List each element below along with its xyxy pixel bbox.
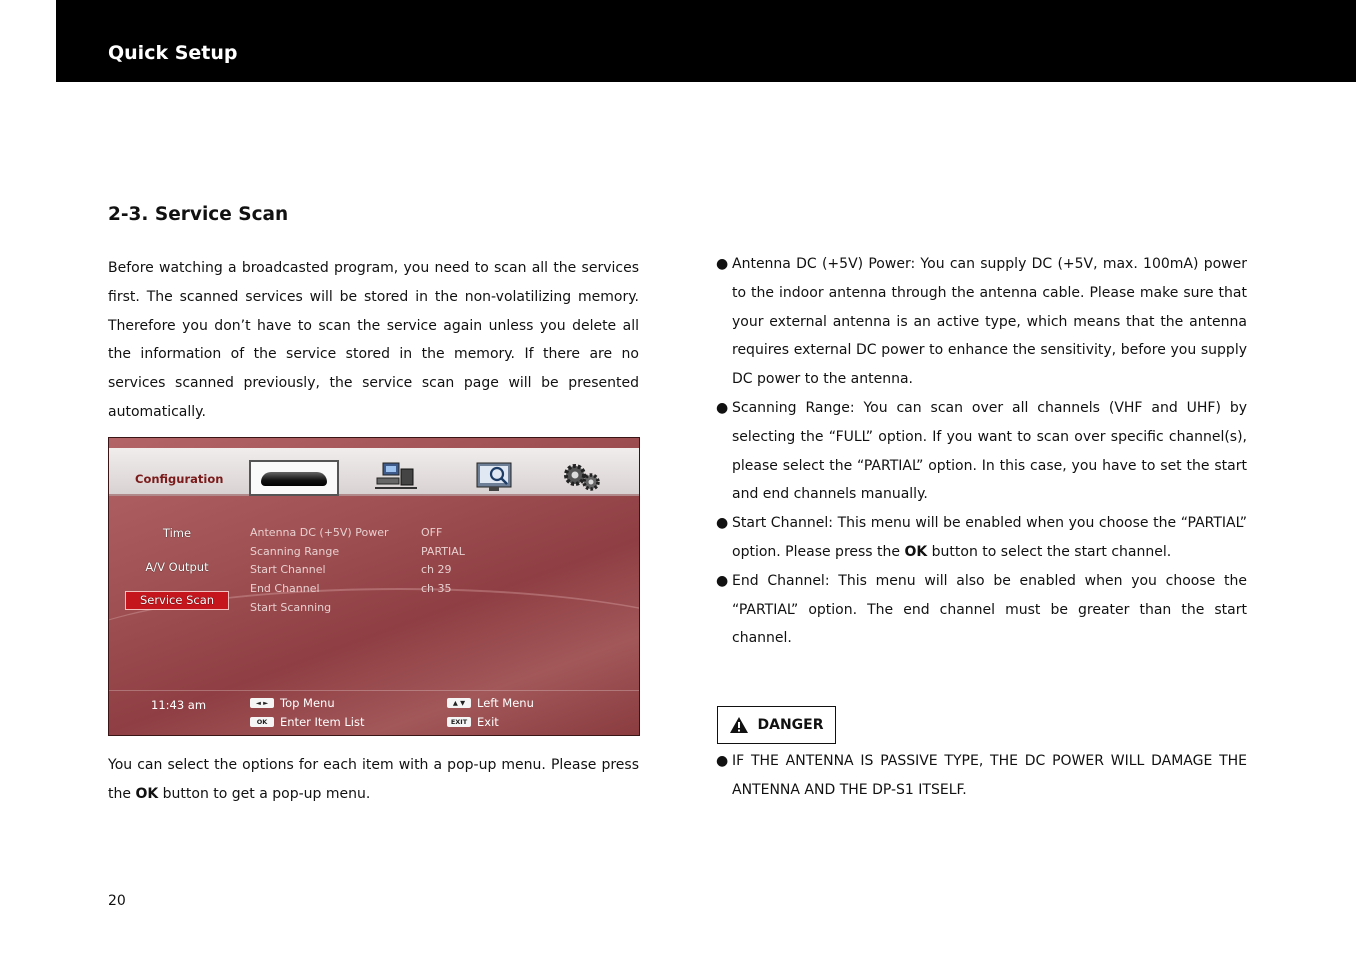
ok-key-icon: OK	[250, 717, 274, 727]
scan-monitor-icon	[473, 460, 519, 494]
bullet-text: End Channel: This menu will also be enabled when you choose the “PARTIAL” option. The end channel must be greater than the start channel.	[732, 572, 1247, 647]
outro-text: You can select the options for each item with a pop-up menu. Please press the	[108, 757, 639, 802]
tv-option-start-scanning[interactable]: Start Scanning	[250, 601, 332, 614]
tv-config-label: Configuration	[135, 472, 224, 486]
tv-hint-label: Left Menu	[477, 696, 534, 710]
tv-hint-top-menu	[250, 696, 335, 710]
tv-option-antenna-dc[interactable]: Antenna DC (+5V) Power	[250, 526, 389, 539]
tv-hint-enter-item-list	[250, 715, 364, 729]
tv-divider	[109, 690, 639, 691]
danger-label-box	[717, 706, 836, 744]
bullet-text: Start Channel: This menu will be enabled when you choose the “PARTIAL” option. Please press the	[732, 515, 1247, 560]
bullet-dot-icon: ●	[716, 399, 729, 416]
tv-hint-label: Enter Item List	[280, 715, 365, 729]
tv-value-antenna-dc: OFF	[421, 526, 443, 539]
danger-item	[716, 747, 1247, 805]
ok-bold: OK	[135, 785, 159, 802]
bullet-text-end: button to select the start channel.	[927, 543, 1172, 560]
tv-menu-service-scan[interactable]: Service Scan	[125, 591, 229, 610]
tv-hint-left-menu	[447, 696, 534, 710]
header-bar	[56, 0, 1356, 82]
tv-value-scanning-range: PARTIAL	[421, 545, 465, 558]
tv-option-start-channel[interactable]: Start Channel	[250, 563, 326, 576]
left-right-key-icon: ◄ ►	[250, 698, 274, 708]
tv-menu-av-output[interactable]: A/V Output	[145, 560, 209, 574]
network-pc-icon	[373, 460, 419, 494]
intro-paragraph: Before watching a broadcasted program, you need to scan all the services first. The scanned services will be stored in the non-volatilizing memory. Therefore you don’t have to scan the service again unless you delete all the information of the service stored in the memory. If there are no services scanned previously, the service scan page will be presented automatically.	[108, 260, 639, 420]
section-title: 2-3. Service Scan	[108, 204, 289, 225]
ok-bold: OK	[904, 543, 928, 560]
tv-option-end-channel[interactable]: End Channel	[250, 582, 320, 595]
bullet-start-channel	[716, 509, 1247, 567]
outro-paragraph	[108, 751, 639, 809]
tv-menu-time[interactable]: Time	[162, 526, 192, 540]
bullet-dot-icon: ●	[716, 753, 729, 769]
danger-list	[716, 747, 1247, 805]
tv-hint-label: Top Menu	[280, 696, 335, 710]
header-title: Quick Setup	[108, 42, 238, 64]
danger-label: DANGER	[757, 717, 824, 733]
set-top-box-icon	[249, 460, 339, 496]
bullet-scanning-range	[716, 394, 1247, 509]
tv-screenshot	[108, 437, 640, 736]
tv-hint-exit	[447, 715, 499, 729]
warning-triangle-icon	[729, 716, 749, 734]
up-down-key-icon: ▲ ▼	[447, 698, 471, 708]
tv-option-scanning-range[interactable]: Scanning Range	[250, 545, 340, 558]
bullet-antenna-dc	[716, 250, 1247, 394]
tv-value-start-channel: ch 29	[421, 563, 452, 576]
outro-text-end: button to get a pop-up menu.	[158, 785, 371, 802]
tv-clock: 11:43 am	[151, 698, 207, 712]
tv-hint-label: Exit	[477, 715, 499, 729]
bullet-dot-icon: ●	[716, 572, 729, 589]
settings-gears-icon	[559, 460, 605, 494]
exit-key-icon: EXIT	[447, 717, 471, 727]
bullet-dot-icon: ●	[716, 515, 729, 532]
bullet-end-channel	[716, 567, 1247, 653]
feature-bullet-list	[716, 250, 1247, 653]
danger-text: IF THE ANTENNA IS PASSIVE TYPE, THE DC POWER WILL DAMAGE THE ANTENNA AND THE DP-S1 ITSELF.	[732, 753, 1247, 798]
page-number: 20	[108, 893, 126, 909]
bullet-dot-icon: ●	[716, 256, 729, 272]
tv-value-end-channel: ch 35	[421, 582, 452, 595]
bullet-text: Antenna DC (+5V) Power: You can supply DC (+5V, max. 100mA) power to the indoor antenna through the antenna cable. Please make sure that your external antenna is an active type, which means that the antenna requires external DC power to enhance the sensitivity, before you supply DC power to the antenna.	[732, 256, 1247, 388]
bullet-text: Scanning Range: You can scan over all channels (VHF and UHF) by selecting the “FULL” option. If you want to scan over specific channel(s), please select the “PARTIAL” option. In this case, you have to set the start and end channels manually.	[732, 399, 1247, 503]
